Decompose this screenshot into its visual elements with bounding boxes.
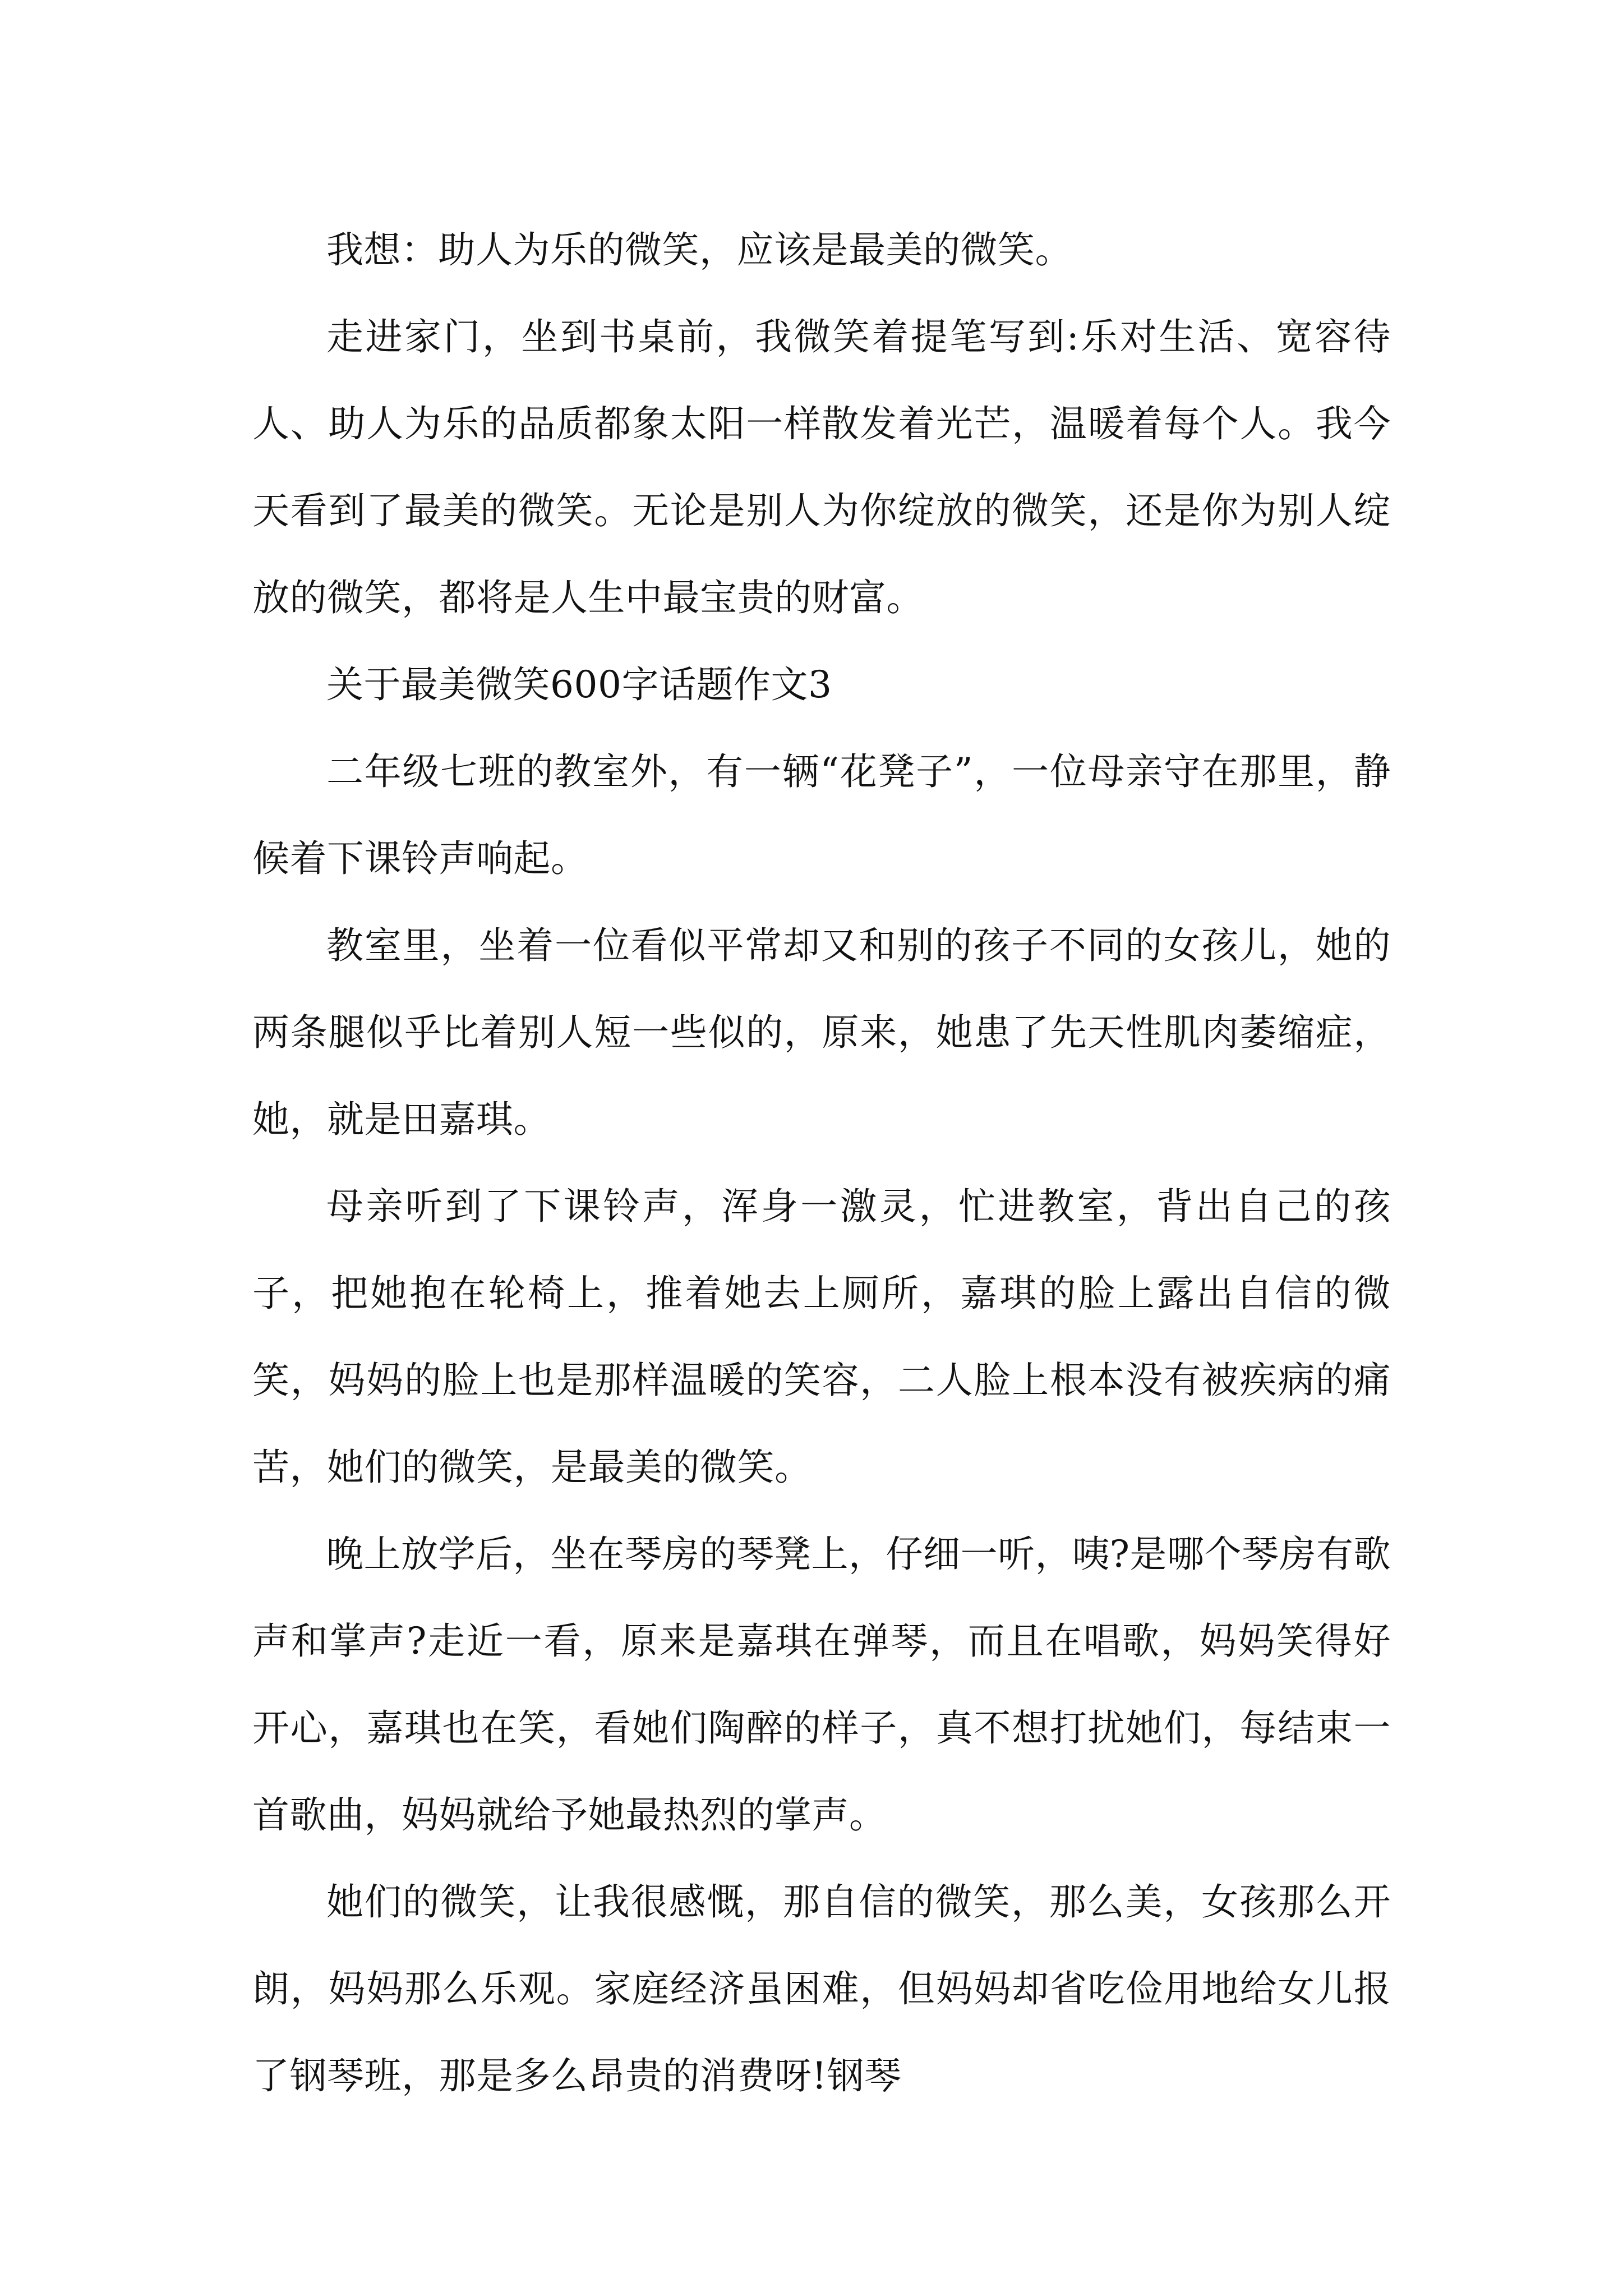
paragraph-1: 我想：助人为乐的微笑，应该是最美的微笑。 xyxy=(326,228,1072,272)
paragraph-7: 她们的微笑，让我很感慨，那自信的微笑，那么美，女孩那么开朗，妈妈那么乐观。家庭经济虽困难，但妈妈却省吃俭用地给女儿报了钢琴班，那是多么昂贵的消费呀!钢琴 xyxy=(252,1880,1391,2097)
paragraph-2: 走进家门，坐到书桌前，我微笑着提笔写到:乐对生活、宽容待人、助人为乐的品质都象太阳一样散发着光芒，温暖着每个人。我今天看到了最美的微笑。无论是别人为你绽放的微笑，还是你为别人绽放的微笑，都将是人生中最宝贵的财富。 xyxy=(252,315,1391,619)
paragraph-5: 母亲听到了下课铃声，浑身一激灵，忙进教室，背出自己的孩子，把她抱在轮椅上，推着她去上厕所，嘉琪的脸上露出自信的微笑，妈妈的脸上也是那样温暖的笑容，二人脸上根本没有被疾病的痛苦，她们的微笑，是最美的微笑。 xyxy=(252,1185,1391,1489)
paragraph-6: 晚上放学后，坐在琴房的琴凳上，仔细一听，咦?是哪个琴房有歌声和掌声?走近一看，原来是嘉琪在弹琴，而且在唱歌，妈妈笑得好开心，嘉琪也在笑，看她们陶醉的样子，真不想打扰她们，每结束一首歌曲，妈妈就给予她最热烈的掌声。 xyxy=(252,1533,1391,1837)
paragraph-3: 二年级七班的教室外，有一辆“花凳子”，一位母亲守在那里，静候着下课铃声响起。 xyxy=(252,750,1391,880)
document-body xyxy=(252,206,1391,2119)
section-heading: 关于最美微笑600字话题作文3 xyxy=(326,663,832,706)
paragraph-4: 教室里，坐着一位看似平常却又和别的孩子不同的女孩儿，她的两条腿似乎比着别人短一些似的，原来，她患了先天性肌肉萎缩症，她，就是田嘉琪。 xyxy=(252,924,1391,1141)
